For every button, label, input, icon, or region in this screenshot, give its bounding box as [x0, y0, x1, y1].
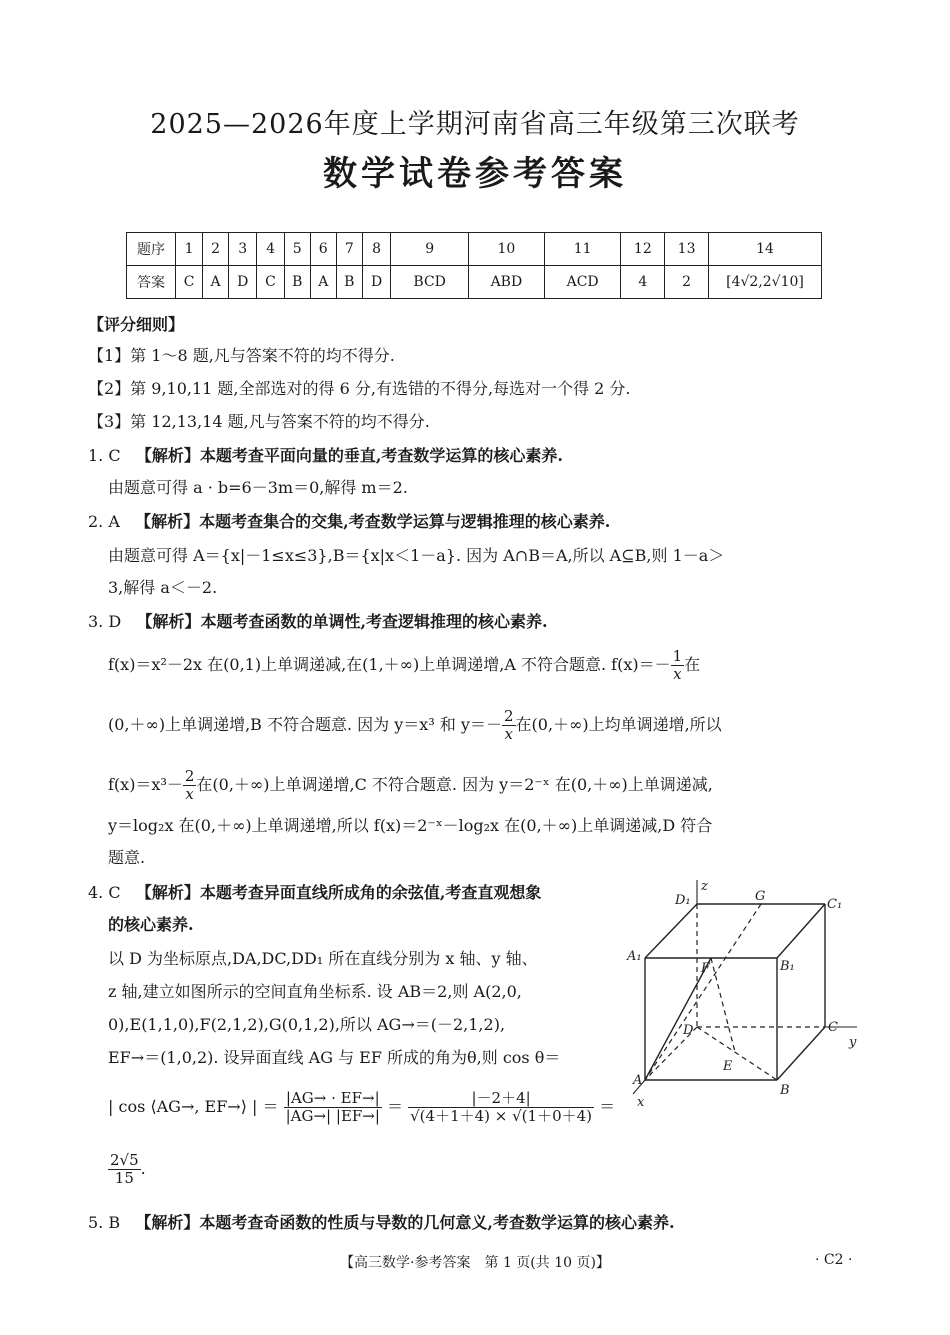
label-y: y [849, 1035, 857, 1050]
table-cell: 1 [176, 233, 203, 266]
table-cell: 11 [544, 233, 621, 266]
label-b1: B₁ [780, 959, 795, 974]
answer-table [126, 232, 822, 299]
solution-q1-heading [88, 445, 563, 467]
table-cell: 13 [665, 233, 709, 266]
solution-q3-line [108, 708, 722, 743]
cube-edge [645, 904, 697, 958]
fraction-denominator: x [185, 785, 194, 803]
fraction [284, 1090, 382, 1125]
fraction-numerator: 1 [672, 647, 683, 665]
solution-q4-line [108, 1090, 615, 1125]
table-cell: 4 [621, 266, 665, 299]
table-cell: [4√2,2√10] [709, 266, 822, 299]
solution-q3-heading [88, 611, 548, 633]
segment-fe [711, 958, 735, 1052]
scoring-rule: 【1】第 1～8 题,凡与答案不符的均不得分. [88, 346, 395, 365]
table-cell: 9 [391, 233, 469, 266]
label-x: x [637, 1095, 645, 1110]
label-z: z [701, 879, 708, 894]
label-c1: C₁ [827, 897, 843, 912]
table-cell: 8 [362, 233, 390, 266]
solution-q2-body: 3,解得 a＜－2. [108, 578, 218, 597]
solution-q4-line: 0),E(1,1,0),F(2,1,2),G(0,1,2),所以 AG→＝(－2,1,2), [108, 1015, 506, 1034]
fraction [671, 648, 685, 683]
table-cell: 5 [284, 233, 310, 266]
table-header-cell: 答案 [127, 266, 176, 299]
fraction [408, 1090, 594, 1125]
cube-figure [625, 872, 865, 1112]
fraction-denominator: |AG→| |EF→| [285, 1107, 380, 1125]
question-number: 1. C [88, 446, 121, 465]
segment-fa [645, 958, 711, 1080]
math-text: f(x)＝x²－2x 在(0,1)上单调递减,在(1,＋∞)上单调递增,A 不符合题意. f(x)＝－ [108, 655, 671, 674]
table-cell: 12 [621, 233, 665, 266]
analysis-heading: 【解析】本题考查平面向量的垂直,考查数学运算的核心素养. [135, 446, 564, 465]
table-cell: C [257, 266, 284, 299]
math-text: f(x)＝x³－ [108, 775, 183, 794]
scoring-rule: 【3】第 12,13,14 题,凡与答案不符的均不得分. [88, 412, 430, 431]
table-cell: ABD [469, 266, 545, 299]
analysis-heading: 【解析】本题考查函数的单调性,考查逻辑推理的核心素养. [136, 612, 548, 631]
label-g: G [755, 889, 766, 904]
solution-q3-line [108, 768, 713, 803]
question-number: 5. B [88, 1213, 121, 1232]
math-text: . [140, 1159, 146, 1178]
solution-q4-line: z 轴,建立如图所示的空间直角坐标系. 设 AB＝2,则 A(2,0, [108, 982, 522, 1001]
cube-edge [777, 904, 825, 958]
analysis-heading: 【解析】本题考查集合的交集,考查数学运算与逻辑推理的核心素养. [135, 512, 611, 531]
table-cell: D [229, 266, 257, 299]
table-cell: C [176, 266, 203, 299]
segment-db [697, 1027, 777, 1080]
scoring-rule: 【2】第 9,10,11 题,全部选对的得 6 分,有选错的不得分,每选对一个得 2 分. [88, 379, 631, 398]
analysis-heading: 【解析】本题考查异面直线所成角的余弦值,考查直观想象 [135, 883, 542, 902]
fraction-numerator: |－2＋4| [408, 1090, 594, 1108]
fraction-denominator: √(4＋1＋4) × √(1＋0＋4) [410, 1107, 593, 1125]
label-e: E [723, 1059, 733, 1074]
solution-q4-line: 以 D 为坐标原点,DA,DC,DD₁ 所在直线分别为 x 轴、y 轴、 [108, 949, 538, 968]
table-cell: B [284, 266, 310, 299]
table-cell: 7 [336, 233, 362, 266]
table-cell: ACD [544, 266, 621, 299]
solution-q4-heading [88, 882, 541, 904]
solution-q5-heading [88, 1212, 675, 1234]
math-text: ＝ [387, 1097, 404, 1116]
label-d1: D₁ [675, 893, 691, 908]
math-text: 在(0,＋∞)上均单调递增,所以 [515, 715, 722, 734]
page-footer: 【高三数学·参考答案 第 1 页(共 10 页)】 [340, 1255, 610, 1271]
label-d: D [683, 1023, 694, 1038]
table-cell: D [362, 266, 390, 299]
table-header-cell: 题序 [127, 233, 176, 266]
table-cell: 3 [229, 233, 257, 266]
analysis-heading: 【解析】本题考查奇函数的性质与导数的几何意义,考查数学运算的核心素养. [135, 1213, 675, 1232]
math-text: ＝ [599, 1097, 616, 1116]
math-text: (0,＋∞)上单调递增,B 不符合题意. 因为 y＝x³ 和 y＝－ [108, 715, 502, 734]
answer-table-row-answers [127, 266, 822, 299]
fraction-numerator: 2 [503, 707, 514, 725]
table-cell: 14 [709, 233, 822, 266]
table-cell: A [310, 266, 336, 299]
label-a: A [633, 1073, 643, 1088]
solution-q3-line [108, 648, 700, 683]
table-cell: B [336, 266, 362, 299]
fraction-numerator: |AG→ · EF→| [284, 1090, 382, 1108]
table-cell: 6 [310, 233, 336, 266]
label-c: C [828, 1020, 838, 1035]
cube-edge [777, 1027, 825, 1080]
math-text: | cos ⟨AG→, EF→⟩ | ＝ [108, 1097, 279, 1116]
fraction-denominator: x [673, 665, 682, 683]
table-cell: 2 [665, 266, 709, 299]
analysis-heading: 的核心素养. [108, 915, 194, 934]
fraction [183, 768, 197, 803]
solution-q4-result [108, 1152, 146, 1187]
scoring-heading: 【评分细则】 [88, 315, 185, 334]
fraction-denominator: x [504, 725, 513, 743]
fraction-numerator: 2 [184, 767, 195, 785]
solution-q2-body: 由题意可得 A＝{x|－1≤x≤3},B＝{x|x＜1－a}. 因为 A∩B＝A,所以 A⊆B,则 1－a＞ [108, 546, 725, 565]
solution-q2-heading [88, 511, 610, 533]
page-code: · C2 · [815, 1252, 853, 1268]
fraction [108, 1152, 141, 1187]
math-text: 在(0,＋∞)上单调递增,C 不符合题意. 因为 y＝2⁻ˣ 在(0,＋∞)上单调递减, [196, 775, 713, 794]
table-cell: 10 [469, 233, 545, 266]
solution-q4-line: EF→＝(1,0,2). 设异面直线 AG 与 EF 所成的角为θ,则 cos θ＝ [108, 1048, 561, 1067]
table-cell: 2 [203, 233, 229, 266]
solution-q3-line: y＝log₂x 在(0,＋∞)上单调递增,所以 f(x)＝2⁻ˣ－log₂x 在(0,＋∞)上单调递减,D 符合 [108, 816, 713, 835]
table-cell: A [203, 266, 229, 299]
table-cell: 4 [257, 233, 284, 266]
solution-q1-body: 由题意可得 a · b=6－3m＝0,解得 m＝2. [108, 478, 408, 497]
question-number: 3. D [88, 612, 122, 631]
fraction-numerator: 2√5 [110, 1151, 139, 1169]
document-title-line1: 2025—2026年度上学期河南省高三年级第三次联考 [150, 109, 800, 140]
answer-table-row-numbers [127, 233, 822, 266]
label-f: F [701, 961, 711, 976]
label-b: B [780, 1083, 790, 1098]
table-cell: BCD [391, 266, 469, 299]
fraction-denominator: 15 [114, 1169, 134, 1187]
question-number: 2. A [88, 512, 120, 531]
label-a1: A₁ [627, 949, 642, 964]
document-title-line2: 数学试卷参考答案 [323, 154, 627, 194]
math-text: 在 [684, 655, 701, 674]
solution-q3-line: 题意. [108, 848, 146, 867]
fraction [502, 708, 516, 743]
segment-ag [645, 904, 761, 1080]
question-number: 4. C [88, 883, 121, 902]
